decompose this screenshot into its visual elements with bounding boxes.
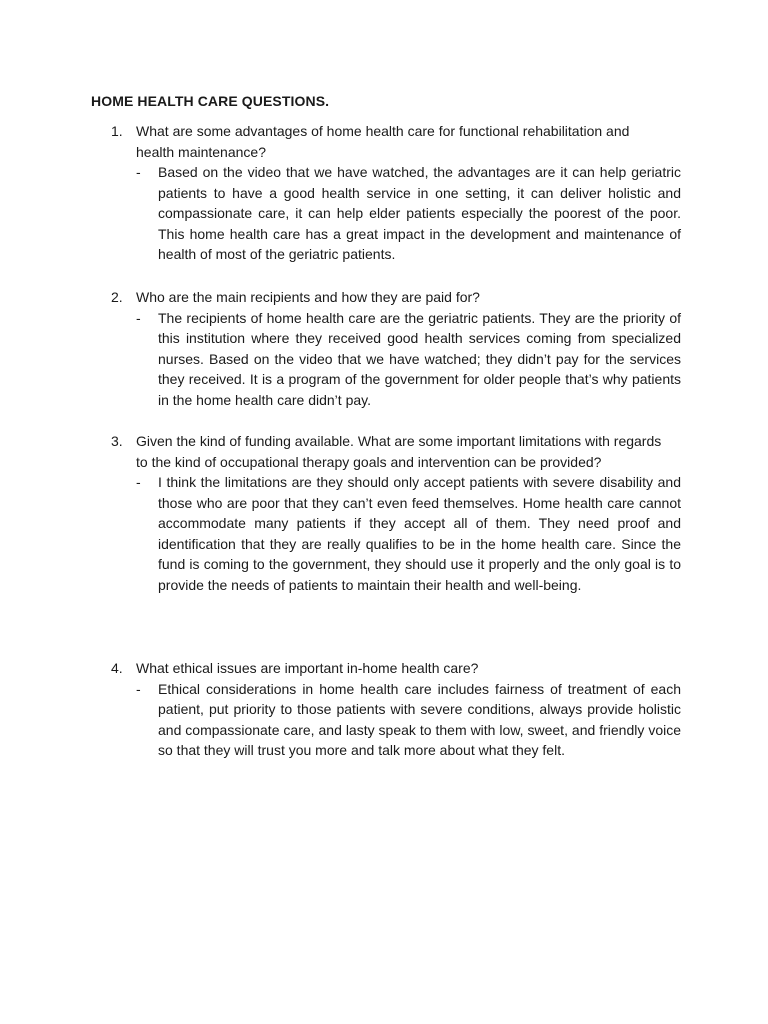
answer-bullet: - — [136, 474, 141, 490]
answer-bullet: - — [136, 164, 141, 180]
question-item-2 — [111, 287, 681, 410]
question-line — [111, 431, 681, 472]
answer-text: I think the limitations are they should only accept patients with severe disability and those who are poor that they can’t even feed themselves. Home health care cannot accommodate many patients if they accept all of them. They need proof and identification that they are really qualifies to be in the home health care. Since the fund is coming to the government, they should use it properly and the only goal is to provide the needs of patients to maintain their health and well-being. — [158, 474, 681, 593]
question-line — [111, 121, 681, 162]
answer-item — [136, 472, 681, 595]
question-text: What ethical issues are important in-home health care? — [136, 660, 479, 676]
question-text: What are some advantages of home health care for functional rehabilitation and health maintenance? — [136, 123, 630, 160]
question-number: 2. — [111, 289, 123, 305]
question-line — [111, 658, 681, 679]
answer-item — [136, 308, 681, 411]
question-item-1 — [111, 121, 681, 265]
question-line — [111, 287, 681, 308]
document-title: HOME HEALTH CARE QUESTIONS. — [91, 93, 330, 109]
question-text: Given the kind of funding available. What are some important limitations with regards to the kind of occupational therapy goals and intervention can be provided? — [136, 433, 662, 470]
answer-bullet: - — [136, 309, 141, 326]
answer-item — [136, 679, 681, 761]
answer-item — [136, 162, 681, 265]
answer-text: The recipients of home health care are the geriatric patients. They are the priority of this institution where they received good health services coming from specialized nurses. Based on the video that we have watched; they didn’t pay for the services they received. It is a program of the government for older people that’s why patients in the home health care didn’t pay. — [158, 309, 681, 408]
answer-text: Ethical considerations in home health care includes fairness of treatment of each patient, put priority to those patients with severe conditions, always provide holistic and compassionate care, and lasty speak to them with low, sweet, and friendly voice so that they will trust you more and talk more about what they felt. — [158, 680, 681, 758]
question-number: 3. — [111, 433, 123, 449]
question-number: 1. — [111, 123, 123, 139]
answer-bullet: - — [136, 680, 141, 697]
question-item-3 — [111, 431, 681, 595]
question-item-4 — [111, 658, 681, 761]
answer-text: Based on the video that we have watched, the advantages are it can help geriatric patients to have a good health service in one setting, it can deliver holistic and compassionate care, it can help elder patients especially the poorest of the poor. This home health care has a great impact in the development and maintenance of health of most of the geriatric patients. — [158, 164, 681, 262]
question-number: 4. — [111, 660, 123, 676]
question-text: Who are the main recipients and how they are paid for? — [136, 289, 480, 305]
